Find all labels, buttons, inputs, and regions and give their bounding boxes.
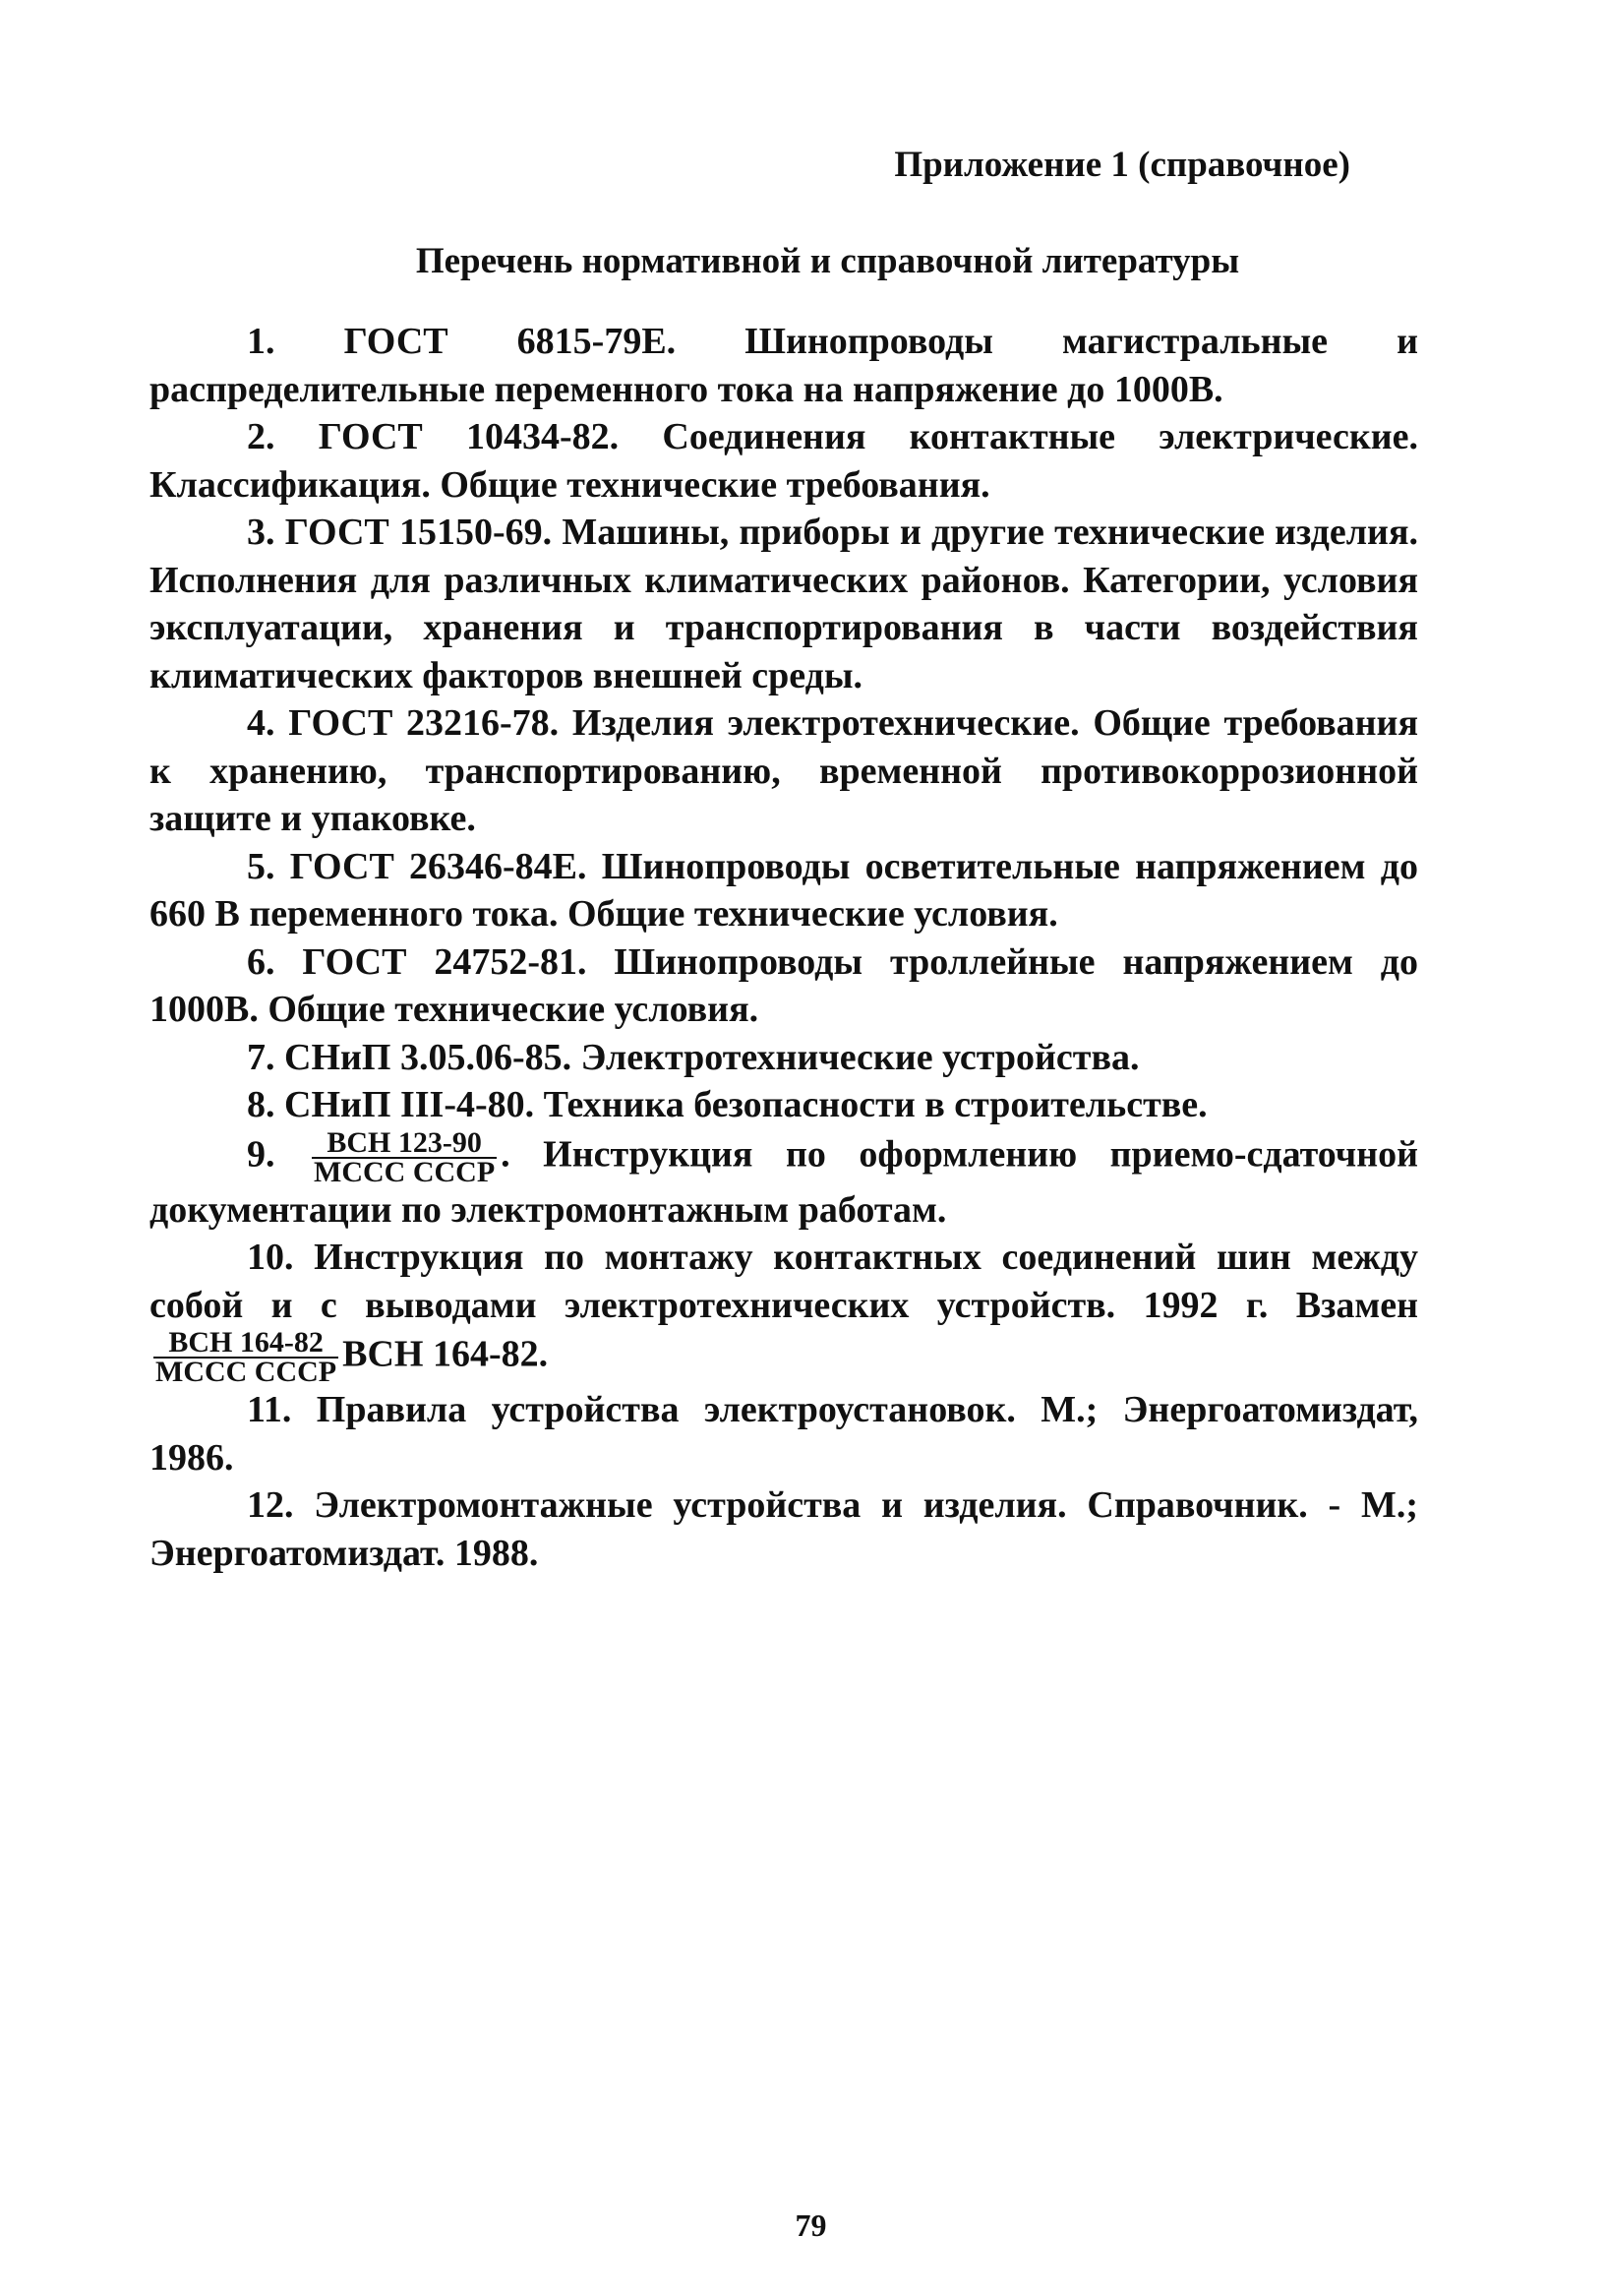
reference-text: Правила устройства электроустановок. М.; Энергоатомиздат, 1986. xyxy=(149,1389,1419,1479)
reference-text: СНиП 3.05.06-85. Электротехнические устройства. xyxy=(284,1036,1140,1078)
reference-item-11 xyxy=(149,1386,1418,1481)
reference-text-after: ВСН 164-82. xyxy=(342,1333,549,1375)
reference-item-2 xyxy=(149,413,1418,509)
reference-number: 4. xyxy=(247,702,275,744)
reference-number: 12. xyxy=(247,1484,294,1526)
reference-number: 10. xyxy=(247,1237,294,1278)
reference-text: . Инструкция по оформлению приемо-сдаточной документации по электромонтажным работам. xyxy=(149,1133,1418,1231)
reference-number: 3. xyxy=(247,512,275,553)
fraction-denominator: МССС СССР xyxy=(155,1356,337,1388)
reference-text: ГОСТ 24752-81. Шинопроводы троллейные напряжением до 1000В. Общие технические условия. xyxy=(149,940,1419,1030)
fraction-denominator: МССС СССР xyxy=(314,1155,496,1188)
code-fraction xyxy=(312,1125,497,1188)
reference-text: ГОСТ 15150-69. Машины, приборы и другие технические изделия. Исполнения для различных климатических районов. Категории, условия эксплуатации, хранения и транспортирования в части воздействия климатических факторов внешней среды. xyxy=(149,512,1418,696)
reference-number: 5. xyxy=(247,845,275,887)
reference-text: ГОСТ 6815-79Е. Шинопроводы магистральные и распределительные переменного тока на напряжение до 1000В. xyxy=(149,321,1418,410)
fraction-numerator: ВСН 123-90 xyxy=(312,1129,497,1159)
reference-item-9 xyxy=(149,1125,1418,1235)
page-number: 79 xyxy=(795,2207,827,2243)
reference-text: ГОСТ 10434-82. Соединения контактные электрические. Классификация. Общие технические требования. xyxy=(149,416,1419,506)
reference-number: 9. xyxy=(247,1133,275,1176)
reference-number: 8. xyxy=(247,1084,275,1125)
appendix-label: Приложение 1 (справочное) xyxy=(894,145,1350,185)
reference-item-3 xyxy=(149,509,1418,699)
reference-number: 6. xyxy=(247,940,275,983)
reference-item-6 xyxy=(149,938,1418,1034)
reference-text: СНиП III-4-80. Техника безопасности в строительстве. xyxy=(284,1084,1208,1125)
reference-text: ГОСТ 26346-84Е. Шинопроводы осветительные напряжением до 660 В переменного тока. Общие технические условия. xyxy=(149,845,1418,935)
reference-list xyxy=(149,318,1418,1577)
reference-item-1 xyxy=(149,318,1418,413)
reference-text: Электромонтажные устройства и изделия. Справочник. - М.; Энергоатомиздат. 1988. xyxy=(149,1484,1419,1574)
reference-item-4 xyxy=(149,699,1418,843)
reference-text: ГОСТ 23216-78. Изделия электротехнические. Общие требования к хранению, транспортированию, временной противокоррозионной защите и упаковке. xyxy=(149,702,1419,839)
reference-number: 11. xyxy=(247,1389,292,1430)
reference-number: 1. xyxy=(247,321,275,362)
reference-item-10 xyxy=(149,1234,1418,1386)
reference-item-7 xyxy=(149,1034,1418,1082)
reference-item-5 xyxy=(149,843,1418,938)
reference-text: Инструкция по монтажу контактных соединений шин между собой и с выводами электротехнических устройств. 1992 г. Взамен xyxy=(149,1237,1418,1326)
reference-item-8 xyxy=(149,1081,1418,1129)
document-title: Перечень нормативной и справочной литературы xyxy=(415,241,1240,281)
reference-number: 7. xyxy=(247,1036,275,1078)
reference-number: 2. xyxy=(247,416,275,457)
reference-item-12 xyxy=(149,1481,1418,1577)
code-fraction xyxy=(153,1326,338,1388)
fraction-numerator: ВСН 164-82 xyxy=(153,1329,338,1359)
